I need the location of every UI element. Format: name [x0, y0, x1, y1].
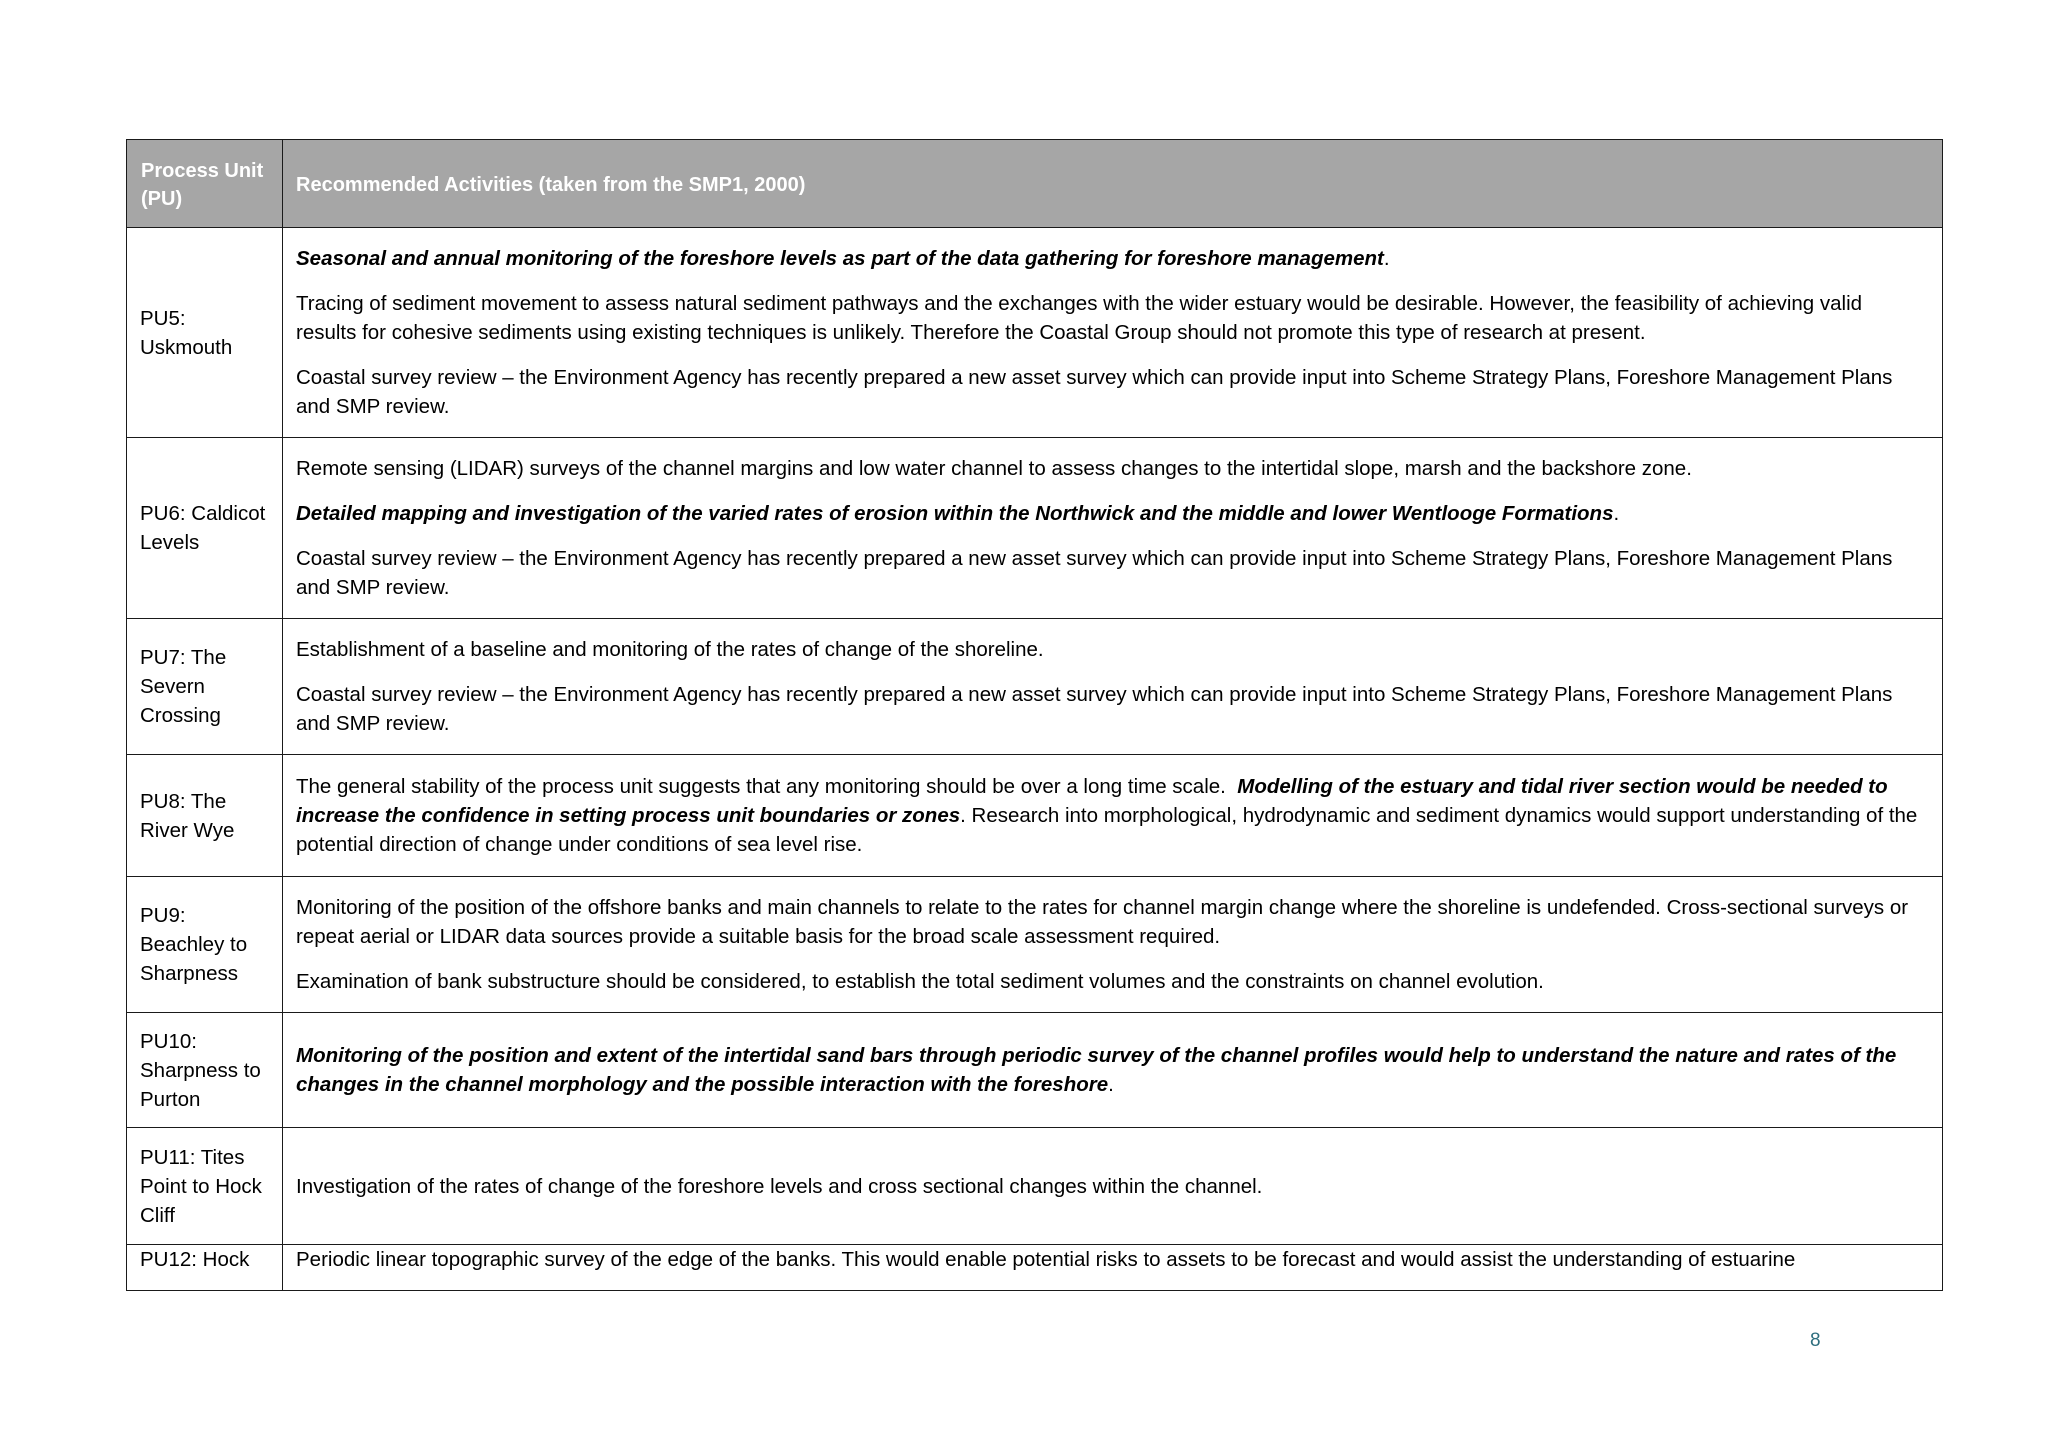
activity-paragraph: Coastal survey review – the Environment Agency has recently prepared a new asset survey which can provide input into Scheme Strategy Plans, Foreshore Management Plans and SMP review. — [296, 547, 1893, 599]
activity-paragraph — [296, 1041, 1928, 1099]
activity-paragraph: Investigation of the rates of change of the foreshore levels and cross sectional changes within the channel. — [296, 1174, 1263, 1198]
activities-cell — [283, 877, 1943, 1013]
table-row — [127, 1245, 1943, 1291]
activities-cell — [283, 755, 1943, 877]
activity-paragraph: Coastal survey review – the Environment Agency has recently prepared a new asset survey which can provide input into Scheme Strategy Plans, Foreshore Management Plans and SMP review. — [296, 366, 1893, 418]
activity-text: The general stability of the process unit suggests that any monitoring should be over a long time scale. — [296, 775, 1238, 798]
process-unit-cell: PU6: Caldicot Levels — [127, 438, 283, 619]
table-row — [127, 619, 1943, 755]
activity-text: . — [1383, 247, 1390, 270]
activity-paragraph: Tracing of sediment movement to assess natural sediment pathways and the exchanges with the wider estuary would be desirable. However, the feasibility of achieving valid results for cohesive sediments using existing techniques is unlikely. Therefore the Coastal Group should not promote this type of research at present. — [296, 292, 1863, 344]
activity-paragraph: Remote sensing (LIDAR) surveys of the channel margins and low water channel to assess changes to the intertidal slope, marsh and the backshore zone. — [296, 457, 1692, 480]
emphasis-text: Modelling of the estuary and tidal river section would be needed to increase the confidence in setting process unit boundaries or zones — [296, 775, 1888, 827]
activities-cell — [283, 1128, 1943, 1245]
header-process-unit: Process Unit (PU) — [127, 140, 283, 228]
activity-text: . — [1613, 502, 1620, 525]
table-row — [127, 755, 1943, 877]
process-unit-cell: PU10: Sharpness to Purton — [127, 1013, 283, 1128]
process-unit-cell: PU7: The Severn Crossing — [127, 619, 283, 755]
activity-paragraph — [296, 499, 1928, 528]
table-row — [127, 877, 1943, 1013]
header-recommended-activities: Recommended Activities (taken from the SMP1, 2000) — [283, 140, 1943, 228]
activity-paragraph: Coastal survey review – the Environment Agency has recently prepared a new asset survey which can provide input into Scheme Strategy Plans, Foreshore Management Plans and SMP review. — [296, 683, 1893, 735]
emphasis-text: Seasonal and annual monitoring of the foreshore levels as part of the data gathering for foreshore management — [296, 247, 1384, 270]
table-header-row — [127, 140, 1943, 228]
activities-cell — [283, 438, 1943, 619]
table-row — [127, 1013, 1943, 1128]
process-unit-cell: PU12: Hock — [127, 1245, 283, 1291]
activity-paragraph: Establishment of a baseline and monitoring of the rates of change of the shoreline. — [296, 638, 1044, 661]
activity-paragraph — [296, 244, 1928, 273]
activity-paragraph — [296, 772, 1928, 859]
emphasis-text: Monitoring of the position and extent of the intertidal sand bars through periodic survey of the channel profiles would help to understand the nature and rates of the changes in the channel morphology and the possible interaction with the foreshore — [296, 1044, 1897, 1096]
activity-paragraph: Periodic linear topographic survey of the edge of the banks. This would enable potential risks to assets to be forecast and would assist the understanding of estuarine — [296, 1248, 1796, 1271]
activities-cell — [283, 1245, 1943, 1291]
process-unit-cell: PU8: The River Wye — [127, 755, 283, 877]
process-unit-cell: PU5: Uskmouth — [127, 228, 283, 438]
activity-text: . — [1108, 1073, 1114, 1096]
recommended-activities-table — [126, 139, 1943, 1291]
table-row — [127, 228, 1943, 438]
process-unit-cell: PU11: Tites Point to Hock Cliff — [127, 1128, 283, 1245]
table-row — [127, 1128, 1943, 1245]
process-unit-cell: PU9: Beachley to Sharpness — [127, 877, 283, 1013]
activity-paragraph: Examination of bank substructure should be considered, to establish the total sediment volumes and the constraints on channel evolution. — [296, 970, 1544, 993]
page-number: 8 — [1810, 1330, 1821, 1351]
activity-paragraph: Monitoring of the position of the offshore banks and main channels to relate to the rates for channel margin change where the shoreline is undefended. Cross-sectional surveys or repeat aerial or LIDAR data sources provide a suitable basis for the broad scale assessment required. — [296, 896, 1909, 948]
activity-text: . Research into morphological, hydrodynamic and sediment dynamics would support understanding of the potential direction of change under conditions of sea level rise. — [296, 804, 1918, 856]
activities-cell — [283, 1013, 1943, 1128]
activities-cell — [283, 619, 1943, 755]
table-row — [127, 438, 1943, 619]
emphasis-text: Detailed mapping and investigation of the varied rates of erosion within the Northwick and the middle and lower Wentlooge Formations — [296, 502, 1614, 525]
activities-cell — [283, 228, 1943, 438]
